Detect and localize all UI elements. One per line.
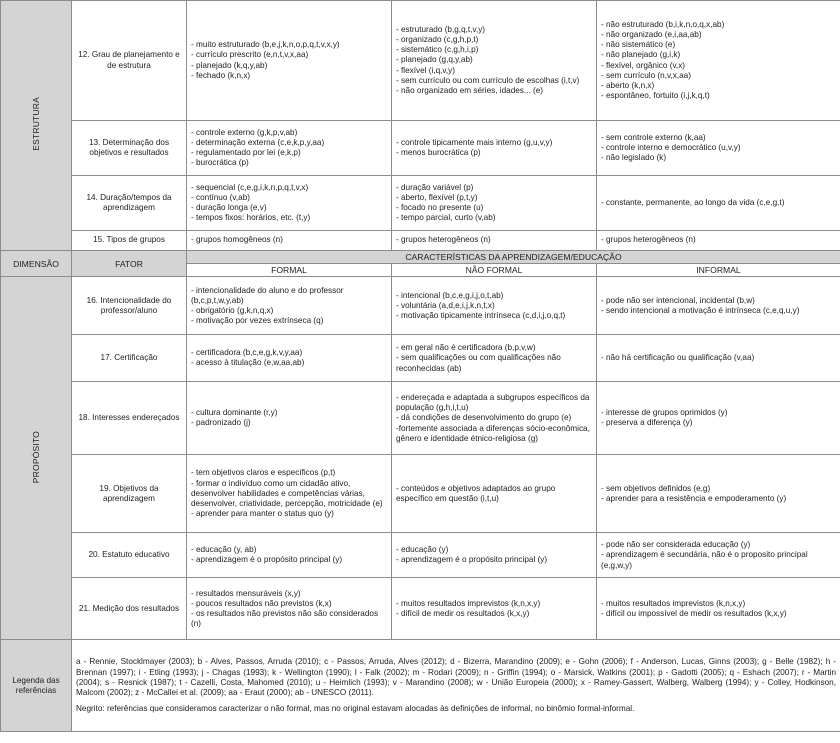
nao-formal-cell: - educação (y) - aprendizagem é o propósito principal (y) [392,533,597,578]
informal-cell: - interesse de grupos oprimidos (y) - preserva a diferença (y) [597,382,840,455]
informal-cell: - muitos resultados imprevistos (k,n,x,y) - difícil ou impossível de medir os resultados (k,x,y) [597,578,840,640]
table-row [1,277,840,335]
header-row [1,251,840,264]
table-row [1,578,840,640]
informal-cell: - não estruturado (b,i,k,n,o,q,x,ab) - não organizado (e,i,aa,ab) - não sistemático (e) - não planejado (g,i,k) - flexível, orgânico (v,x) - sem currículo (n,v,x,aa) - aberto (k,n,x) - espontâneo, fortuito (i,j,k,q,t) [597,1,840,121]
table-row [1,455,840,533]
nao-formal-cell: - muitos resultados imprevistos (k,n,x,y) - difícil de medir os resultados (k,x,y) [392,578,597,640]
header-nao-formal: NÃO FORMAL [392,264,597,277]
legend-content [72,640,840,732]
header-caracteristicas: CARACTERÍSTICAS DA APRENDIZAGEM/EDUCAÇÃO [187,251,840,264]
section-estrutura [1,1,72,251]
informal-cell: - pode não ser intencional, incidental (b,w) - sendo intencional a motivação é intrínseca (c,e,q,u,y) [597,277,840,335]
informal-cell: - grupos heterogêneos (n) [597,231,840,251]
table-row [1,176,840,231]
factor-cell: 17. Certificação [72,335,187,382]
formal-cell: - resultados mensuráveis (x,y) - poucos resultados não previstos (k,x) - os resultados não previstos não são considerados (n) [187,578,392,640]
nao-formal-cell: - duração variável (p) - aberto, flexível (p,t,y) - focado no presente (u) - tempo parcial, curto (v,ab) [392,176,597,231]
header-fator: FATOR [72,251,187,277]
table-row [1,231,840,251]
legend-references: a - Rennie, Stocklmayer (2003); b - Alves, Passos, Arruda (2010); c - Passos, Arruda, Alves (2012); d - Bizerra, Marandino (2009); e - Gohn (2006); f - Anderson, Lucas, Ginns (2003); g - Belle (1982); h - Brennan (1997); i - Etling (1993); j - Chagas (1993); k - Wellington (1990); l - Falk (2002); m - Rodari (2009); n - Griffin (1994); o - Marsick, Watkins (2001); p - Gadotti (2005); q - Eshach (2007); r - Martin (2004); s - Resnick (1987); t - Cazelli, Costa, Mahomed (2010); u - Heimlich (1993); v - Marandino (2008); w - União Europeia (2000); x - Ramey-Gassert, Walberg, Walberg (1994); y - Colley, Hodkinson, Malcom (2002); z - McCallei et al. (2009); aa - Eraut (2000); ab - UNESCO (2011). [76,657,836,697]
section-label-proposito: PROPÓSITO [30,430,41,483]
nao-formal-cell: - conteúdos e objetivos adaptados ao grupo específico em questão (i,t,u) [392,455,597,533]
nao-formal-cell: - endereçada e adaptada a subgrupos específicos da população (g,h,i,t,u) - dá condições de desenvolvimento do grupo (e) -fortemente associada a diferenças sócio-econômica, gênero e identidade étnico-religiosa (g) [392,382,597,455]
header-formal: FORMAL [187,264,392,277]
factor-cell: 20. Estatuto educativo [72,533,187,578]
legend-note: Negrito: referências que consideramos caracterizar o não formal, mas no original estavam alocadas às definições de informal, no binômio formal-informal. [76,704,635,714]
legend-label-text: Legenda das referências [12,675,60,695]
informal-cell: - sem controle externo (k,aa) - controle interno e democrático (u,v,y) - não legislado (k) [597,121,840,176]
nao-formal-cell: - controle tipicamente mais interno (g,u,v,y) - menos burocrática (p) [392,121,597,176]
factor-cell: 16. Intencionalidade do professor/aluno [72,277,187,335]
informal-cell: - constante, permanente, ao longo da vida (c,e,g,t) [597,176,840,231]
table-row [1,1,840,121]
formal-cell: - muito estruturado (b,e,j,k,n,o,p,q,t,v,x,y) - currículo prescrito (e,n,t,v,x,aa) - planejado (k,q,y,ab) - fechado (k,n,x) [187,1,392,121]
section-label-estrutura: ESTRUTURA [30,97,41,151]
formal-cell: - controle externo (g,k,p,v,ab) - determinação externa (c,e,k,p,y,aa) - regulamentado por lei (e,k,p) - burocrática (p) [187,121,392,176]
factor-cell: 14. Duração/tempos da aprendizagem [72,176,187,231]
nao-formal-cell: - grupos heterogêneos (n) [392,231,597,251]
formal-cell: - certificadora (b,c,e,g,k,v,y,aa) - acesso à titulação (e,w,aa,ab) [187,335,392,382]
informal-cell: - pode não ser considerada educação (y) - aprendizagem é secundária, não é o proposito principal (e,g,w,y) [597,533,840,578]
factor-cell: 19. Objetivos da aprendizagem [72,455,187,533]
table-row [1,382,840,455]
header-dimensao: DIMENSÃO [1,251,72,277]
informal-cell: - sem objetivos definidos (e,g) - aprender para a resistência e empoderamento (y) [597,455,840,533]
factor-cell: 15. Tipos de grupos [72,231,187,251]
formal-cell: - tem objetivos claros e específicos (p,t) - formar o indivíduo como um cidadão ativo, desenvolver habilidades e competências várias, desenvolver, criatividade, percepção, motricidade (e) - aprender para manter o status quo (y) [187,455,392,533]
formal-cell: - educação (y, ab) - aprendizagem é o propósito principal (y) [187,533,392,578]
factor-cell: 13. Determinação dos objetivos e resultados [72,121,187,176]
informal-cell: - não há certificação ou qualificação (v,aa) [597,335,840,382]
table-row [1,533,840,578]
table-row [1,335,840,382]
nao-formal-cell: - intencional (b,c,e,g,i,j,o,t,ab) - voluntária (a,d,e,i,j,k,n,t,x) - motivação tipicamente intrínseca (c,d,i,j,o,q,t) [392,277,597,335]
header-informal: INFORMAL [597,264,840,277]
nao-formal-cell: - em geral não é certificadora (b,p,v,w) - sem qualificações ou com qualificações não reconhecidas (ab) [392,335,597,382]
table-row [1,121,840,176]
formal-cell: - sequencial (c,e,g,i,k,n,p,q,t,v,x) - contínuo (v,ab) - duração longa (e,v) - tempos fixos: horários, etc. (t,y) [187,176,392,231]
nao-formal-cell: - estruturado (b,g,q,t,v,y) - organizado (c,g,h,p,t) - sistemático (c,g,h,i,p) - planejado (g,q,y,ab) - flexível (i,q,v,y) - sem currículo ou com currículo de escolhas (i,t,v) - não organizado em séries, idades... (e) [392,1,597,121]
section-proposito [1,277,72,640]
factor-cell: 18. Interesses endereçados [72,382,187,455]
formal-cell: - intencionalidade do aluno e do professor (b,c,p,t,w,y,ab) - obrigatório (g,k,n,q,x) - motivação por vezes extrínseca (q) [187,277,392,335]
legend-label [1,640,72,732]
factor-cell: 21. Medição dos resultados [72,578,187,640]
formal-cell: - cultura dominante (r,y) - padronizado (j) [187,382,392,455]
formal-cell: - grupos homogêneos (n) [187,231,392,251]
factor-cell: 12. Grau de planejamento e de estrutura [72,1,187,121]
legend-row [1,640,840,732]
